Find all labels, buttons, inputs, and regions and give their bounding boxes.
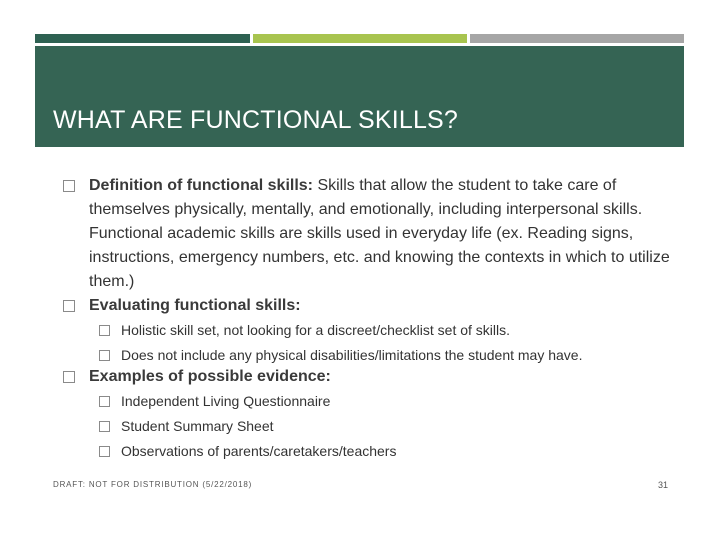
page-number: 31 [657,480,668,490]
bullet-definition [63,174,683,294]
sub-bullet [99,345,683,365]
sub-bullet-text: Independent Living Questionnaire [121,393,331,409]
accent-bar-green [35,34,250,43]
accent-bar-gray [470,34,684,43]
bullet-box-icon [99,350,110,361]
slide-title: WHAT ARE FUNCTIONAL SKILLS? [53,106,459,134]
footer-draft-notice: DRAFT: NOT FOR DISTRIBUTION (5/22/2018) [53,480,253,489]
sub-bullet-text: Observations of parents/caretakers/teachers [121,443,397,459]
sub-bullet [99,391,683,411]
sub-bullet [99,320,683,340]
bullet-box-icon [99,396,110,407]
sub-bullet-text: Does not include any physical disabilities/limitations the student may have. [121,347,583,363]
bullet-heading: Definition of functional skills: [89,177,313,194]
bullet-evaluating [63,294,683,318]
sub-bullet-text: Student Summary Sheet [121,418,274,434]
bullet-box-icon [63,371,75,383]
bullet-text [89,174,683,294]
sub-bullet-text: Holistic skill set, not looking for a discreet/checklist set of skills. [121,322,511,338]
bullet-box-icon [99,446,110,457]
sub-bullet [99,416,683,436]
slide-content [63,174,683,461]
bullet-heading: Examples of possible evidence: [89,368,331,385]
bullet-body: Skills that allow the student to take care of themselves physically, mentally, and emotionally, including interpersonal skills. Functional academic skills are skills used in everyday life (ex. Reading signs, instructions, emergency numbers, etc. and knowing the contexts in which to utilize them.) [89,177,670,290]
bullet-box-icon [63,300,75,312]
title-band [35,46,684,147]
bullet-box-icon [99,325,110,336]
bullet-heading: Evaluating functional skills: [89,297,301,314]
bullet-box-icon [99,421,110,432]
sub-bullet [99,441,683,461]
bullet-box-icon [63,180,75,192]
bullet-examples [63,365,683,389]
accent-bar-lime [253,34,467,43]
